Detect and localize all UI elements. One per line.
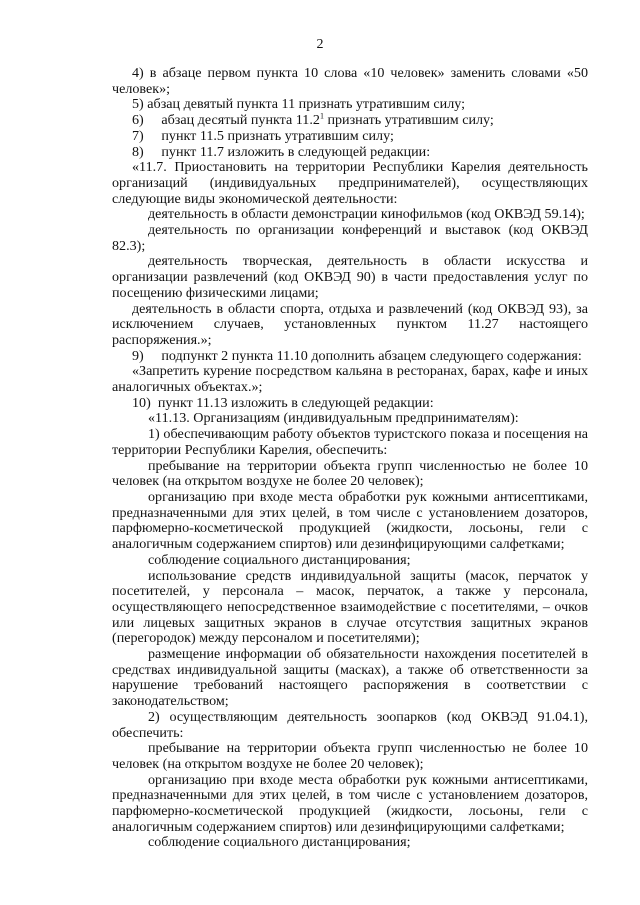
page-number: 2 xyxy=(316,37,324,52)
paragraph-text: 5) абзац девятый пункта 11 признать утратившим силу; xyxy=(132,96,466,113)
paragraph-text: деятельность в области демонстрации кинофильмов (код ОКВЭД 59.14); xyxy=(148,206,585,223)
paragraph xyxy=(112,207,588,223)
paragraph xyxy=(112,66,588,97)
paragraph-text: пребывание на территории объекта групп численностью не более 10 человек (на открытом воздухе не более 20 человек); xyxy=(112,457,588,490)
paragraph-tail: признать утратившим силу; xyxy=(323,112,494,129)
paragraph-text: «Запретить курение посредством кальяна в ресторанах, барах, кафе и иных аналогичных объектах.»; xyxy=(112,363,588,396)
paragraph xyxy=(112,145,588,161)
paragraph xyxy=(112,411,588,427)
paragraph-text: деятельность в области спорта, отдыха и развлечений (код ОКВЭД 93), за исключением случаев, установленных пунктом 11.27 настоящего распоряжения.»; xyxy=(112,300,588,348)
paragraph xyxy=(112,349,588,365)
paragraph xyxy=(112,427,588,458)
paragraph-text: деятельность творческая, деятельность в области искусства и организации развлечений (код ОКВЭД 90) в части предоставления услуг по посещению физическими лицами; xyxy=(112,253,588,301)
paragraph xyxy=(112,710,588,741)
paragraph xyxy=(112,302,588,349)
paragraph-text: 1) обеспечивающим работу объектов туристского показа и посещения на территории Республики Карелия, обеспечить: xyxy=(112,426,588,458)
paragraph-text: 7) пункт 11.5 признать утратившим силу; xyxy=(132,127,394,144)
paragraph xyxy=(112,835,588,851)
document-body xyxy=(112,66,588,851)
paragraph xyxy=(112,569,588,648)
paragraph-text: использование средств индивидуальной защиты (масок, перчаток у посетителей, у персонала – масок, перчаток, а также у персонала, осуществляющего непосредственное взаимодействие с посетителями, – очков или лицевых защитных экранов в случае отсутствия защитных экранов (перегородок) между персоналом и посетителями); xyxy=(112,567,588,647)
paragraph xyxy=(112,97,588,113)
paragraph-text: организацию при входе места обработки рук кожными антисептиками, предназначенными для этих целей, в том числе с установлением дозаторов, парфюмерно-косметической продукцией (жидкости, лосьоны, гели с аналогичным содержанием спиртов) или дезинфицирующими салфетками; xyxy=(112,488,588,553)
paragraph-text: «11.7. Приостановить на территории Республики Карелия деятельность организаций (индивидуальных предпринимателей), осуществляющих следующие виды экономической деятельности: xyxy=(112,159,588,207)
paragraph xyxy=(112,459,588,490)
paragraph xyxy=(112,553,588,569)
paragraph xyxy=(112,160,588,207)
paragraph-text: 4) в абзаце первом пункта 10 слова «10 человек» заменить словами «50 человек»; xyxy=(112,65,588,97)
paragraph-text: 2) осуществляющим деятельность зоопарков (код ОКВЭД 91.04.1), обеспечить: xyxy=(112,708,588,741)
paragraph-text: «11.13. Организациям (индивидуальным предпринимателям): xyxy=(148,410,519,427)
paragraph-text: 6) абзац десятый пункта 11.2 xyxy=(132,112,320,129)
paragraph xyxy=(112,647,588,710)
paragraph-text: деятельность по организации конференций и выставок (код ОКВЭД 82.3); xyxy=(112,222,588,254)
paragraph-text: соблюдение социального дистанцирования; xyxy=(148,834,411,851)
paragraph xyxy=(112,490,588,553)
paragraph xyxy=(112,741,588,772)
paragraph-text: организацию при входе места обработки рук кожными антисептиками, предназначенными для этих целей, в том числе с установлением дозаторов, парфюмерно-косметической продукцией (жидкости, лосьоны, гели с аналогичным содержанием спиртов) или дезинфицирующими салфетками; xyxy=(112,771,588,835)
paragraph xyxy=(112,129,588,145)
paragraph xyxy=(112,254,588,301)
paragraph-text: размещение информации об обязательности нахождения посетителей в средствах индивидуальной защиты (масках), а также об ответственности за нарушение требований настоящего распоряжения в соответствии с законодательством; xyxy=(112,646,588,710)
paragraph-text: пребывание на территории объекта групп численностью не более 10 человек (на открытом воздухе не более 20 человек); xyxy=(112,740,588,772)
paragraph xyxy=(112,223,588,254)
paragraph-text: соблюдение социального дистанцирования; xyxy=(148,551,411,568)
paragraph xyxy=(112,113,588,129)
paragraph xyxy=(112,364,588,395)
paragraph-text: 9) подпункт 2 пункта 11.10 дополнить абзацем следующего содержания: xyxy=(132,347,582,364)
paragraph-text: 10) пункт 11.13 изложить в следующей редакции: xyxy=(132,394,434,411)
superscript: 1 xyxy=(319,111,324,121)
paragraph-text: 8) пункт 11.7 изложить в следующей редакции: xyxy=(132,143,431,160)
paragraph xyxy=(112,773,588,836)
paragraph xyxy=(112,396,588,412)
